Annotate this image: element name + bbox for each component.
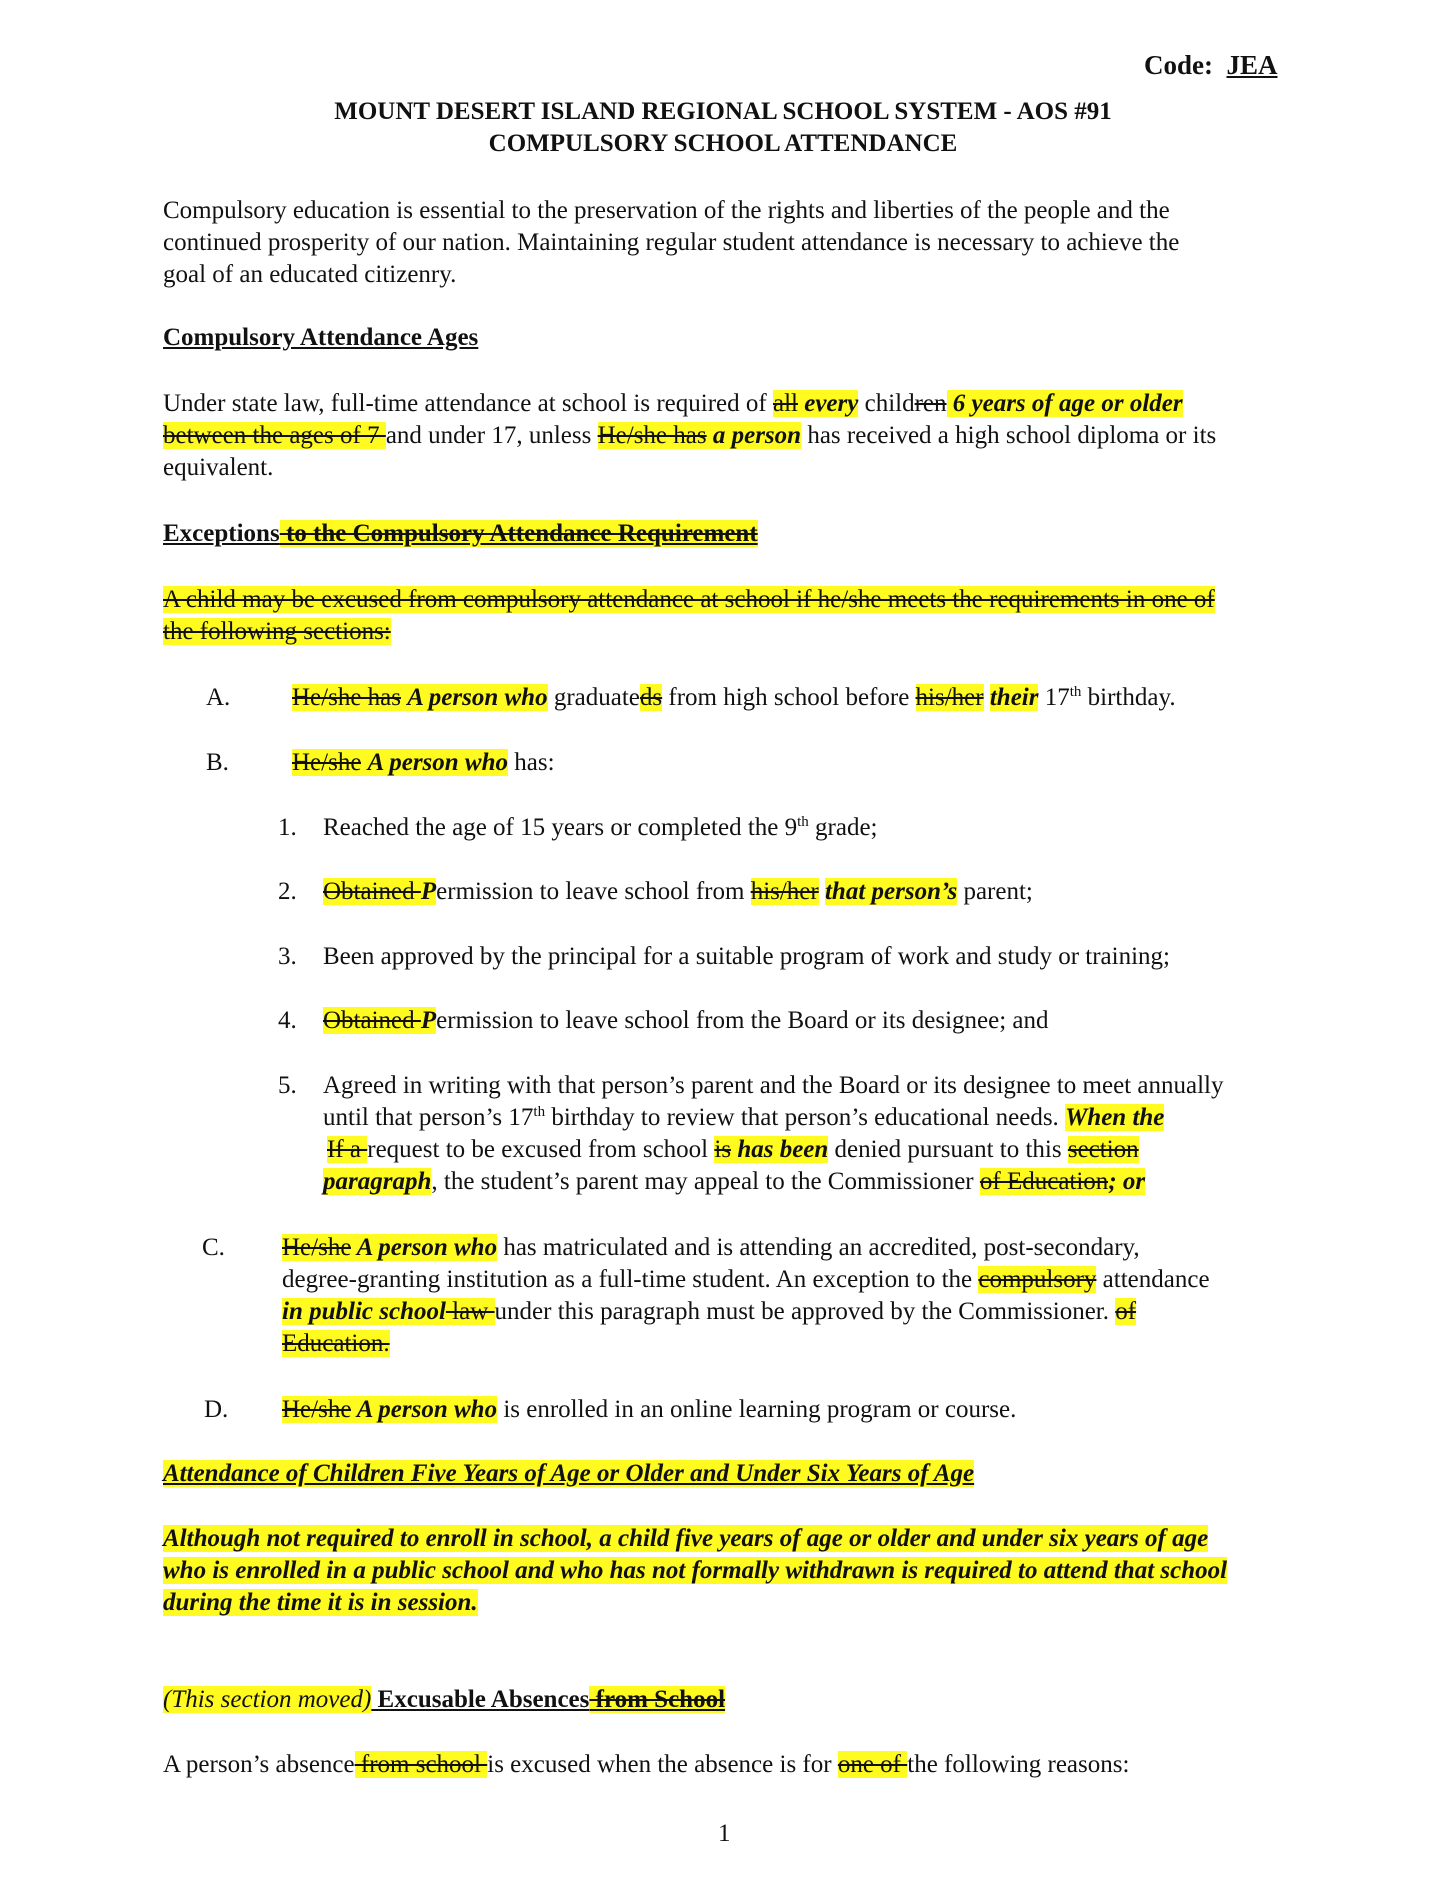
item-c-line-1: He/she A person who has matriculated and is attending an accredited, post-secondary, xyxy=(282,1234,1140,1261)
item-b-text: He/she A person who has: xyxy=(292,749,555,776)
item-c-line-4: Education. xyxy=(282,1330,390,1357)
five-year-olds-line-3: during the time it is in session. xyxy=(163,1589,478,1616)
sub-item-4-number: 4. xyxy=(278,1007,297,1034)
section-heading-exceptions: Exceptions to the Compulsory Attendance Requirement xyxy=(163,520,758,547)
code-value: JEA xyxy=(1226,50,1278,80)
document-title-line1: MOUNT DESERT ISLAND REGIONAL SCHOOL SYSTEM - AOS #91 xyxy=(334,98,1112,125)
item-b-letter: B. xyxy=(206,749,229,776)
item-d-letter: D. xyxy=(204,1396,229,1423)
ages-paragraph-line-1: Under state law, full-time attendance at school is required of all every children 6 years of age or older xyxy=(163,390,1183,417)
sub-item-3-number: 3. xyxy=(278,943,297,970)
sub-item-5-line-2: until that person’s 17th birthday to review that person’s educational needs. When the xyxy=(323,1104,1165,1131)
sub-item-5-number: 5. xyxy=(278,1072,297,1099)
sub-item-5-line-4: paragraph, the student’s parent may appeal to the Commissioner of Education; or xyxy=(323,1168,1146,1195)
sub-item-4-text: Obtained Permission to leave school from the Board or its designee; and xyxy=(323,1007,1049,1034)
section-heading-excusable-absences: (This section moved) Excusable Absences from School xyxy=(163,1686,726,1713)
sub-item-5-line-1: Agreed in writing with that person’s parent and the Board or its designee to meet annually xyxy=(323,1072,1224,1099)
sub-item-1-number: 1. xyxy=(278,814,297,841)
intro-line-3: goal of an educated citizenry. xyxy=(163,261,457,288)
item-a-letter: A. xyxy=(206,684,231,711)
item-d-text: He/she A person who is enrolled in an online learning program or course. xyxy=(282,1396,1017,1423)
item-a-text: He/she has A person who graduateds from high school before his/her their 17th birthday. xyxy=(292,684,1176,711)
item-c-line-2: degree-granting institution as a full-time student. An exception to the compulsory attendance xyxy=(282,1266,1210,1293)
item-c-letter: C. xyxy=(202,1234,225,1261)
sub-item-5-line-3: If a request to be excused from school is has been denied pursuant to this section xyxy=(327,1136,1139,1163)
five-year-olds-line-2: who is enrolled in a public school and who has not formally withdrawn is required to attend that school xyxy=(163,1557,1228,1584)
section-heading-attendance-ages: Compulsory Attendance Ages xyxy=(163,324,479,351)
code-label: Code: xyxy=(1144,50,1213,80)
ages-paragraph-line-3: equivalent. xyxy=(163,454,274,481)
sub-item-2-number: 2. xyxy=(278,878,297,905)
ages-paragraph-line-2: between the ages of 7 and under 17, unless He/she has a person has received a high school diploma or its xyxy=(163,422,1217,449)
five-year-olds-line-1: Although not required to enroll in school, a child five years of age or older and under six years of age xyxy=(163,1525,1209,1552)
sub-item-2-text: Obtained Permission to leave school from his/her that person’s parent; xyxy=(323,878,1033,905)
item-c-line-3: in public school law under this paragraph must be approved by the Commissioner. of xyxy=(282,1298,1137,1325)
struck-paragraph-line-2: the following sections: xyxy=(163,618,391,645)
excusable-absences-intro: A person’s absence from school is excused when the absence is for one of the following reasons: xyxy=(163,1751,1130,1778)
intro-line-1: Compulsory education is essential to the preservation of the rights and liberties of the people and the xyxy=(163,197,1170,224)
page-number: 1 xyxy=(718,1820,731,1847)
document-title-line2: COMPULSORY SCHOOL ATTENDANCE xyxy=(488,130,958,157)
intro-line-2: continued prosperity of our nation. Maintaining regular student attendance is necessary to achieve the xyxy=(163,229,1180,256)
document-code xyxy=(1144,50,1278,81)
struck-paragraph-line-1: A child may be excused from compulsory attendance at school if he/she meets the requirements in one of xyxy=(163,586,1215,613)
sub-item-1-text: Reached the age of 15 years or completed the 9th grade; xyxy=(323,814,878,841)
sub-item-3-text: Been approved by the principal for a suitable program of work and study or training; xyxy=(323,943,1170,970)
section-heading-five-year-olds: Attendance of Children Five Years of Age or Older and Under Six Years of Age xyxy=(163,1460,975,1487)
